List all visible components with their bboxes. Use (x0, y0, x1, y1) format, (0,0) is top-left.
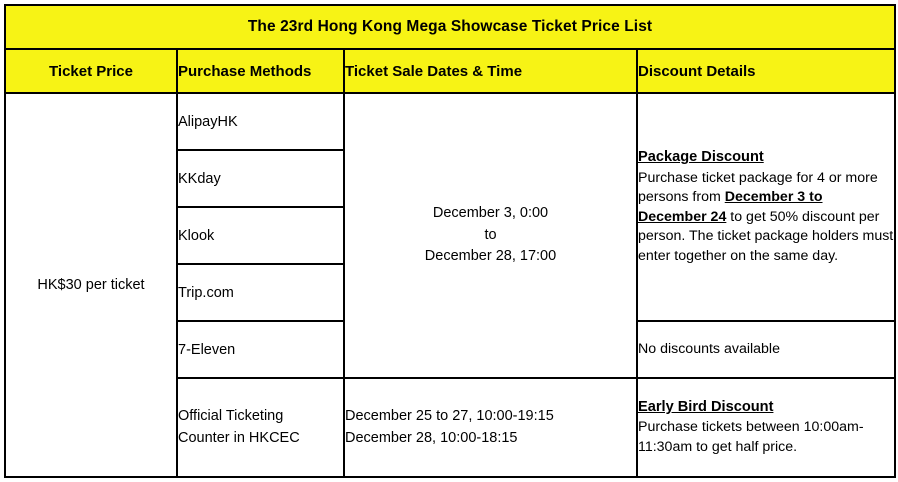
column-header-purchase-methods: Purchase Methods (177, 49, 344, 93)
online-sale-dates (344, 93, 637, 378)
table-title-row (5, 5, 895, 49)
purchase-method-7-eleven: 7-Eleven (177, 321, 344, 378)
table-row (5, 93, 895, 150)
column-header-ticket-price: Ticket Price (5, 49, 177, 93)
package-discount-text-2: to get 50% discount per person. The ticket package holders must enter together on the same day. (638, 208, 894, 264)
ticket-price-value: HK$30 per ticket (5, 93, 177, 477)
price-table (4, 4, 896, 478)
counter-sale-dates-line-1: December 25 to 27, 10:00-19:15 (345, 408, 554, 425)
early-bird-discount-details (637, 378, 895, 477)
no-discount-details: No discounts available (637, 321, 895, 378)
purchase-method-kkday: KKday (177, 150, 344, 207)
counter-sale-dates (344, 378, 637, 477)
package-discount-date-range: December 3 to December 24 (638, 189, 823, 225)
package-discount-heading: Package Discount (638, 149, 764, 166)
purchase-method-tripcom: Trip.com (177, 264, 344, 321)
package-discount-text-1: Purchase ticket package for 4 or more persons from (638, 169, 878, 206)
document-title: The 23rd Hong Kong Mega Showcase Ticket Price List (5, 5, 895, 49)
online-sale-dates-line-2: to (484, 226, 497, 243)
column-header-discount-details: Discount Details (637, 49, 895, 93)
official-counter-line-1: Official Ticketing (178, 408, 284, 425)
purchase-method-klook: Klook (177, 207, 344, 264)
purchase-method-alipayhk: AlipayHK (177, 93, 344, 150)
online-sale-dates-line-3: December 28, 17:00 (424, 248, 557, 265)
official-counter-line-2: Counter in HKCEC (178, 429, 300, 446)
purchase-method-official-counter (177, 378, 344, 477)
counter-sale-dates-line-2: December 28, 10:00-18:15 (345, 429, 518, 446)
table-header-row (5, 49, 895, 93)
online-sale-dates-line-1: December 3, 0:00 (432, 204, 549, 221)
early-bird-discount-text: Purchase tickets between 10:00am-11:30am to get half price. (638, 419, 864, 456)
package-discount-details (637, 93, 895, 321)
early-bird-discount-heading: Early Bird Discount (638, 399, 774, 416)
column-header-sale-dates: Ticket Sale Dates & Time (344, 49, 637, 93)
